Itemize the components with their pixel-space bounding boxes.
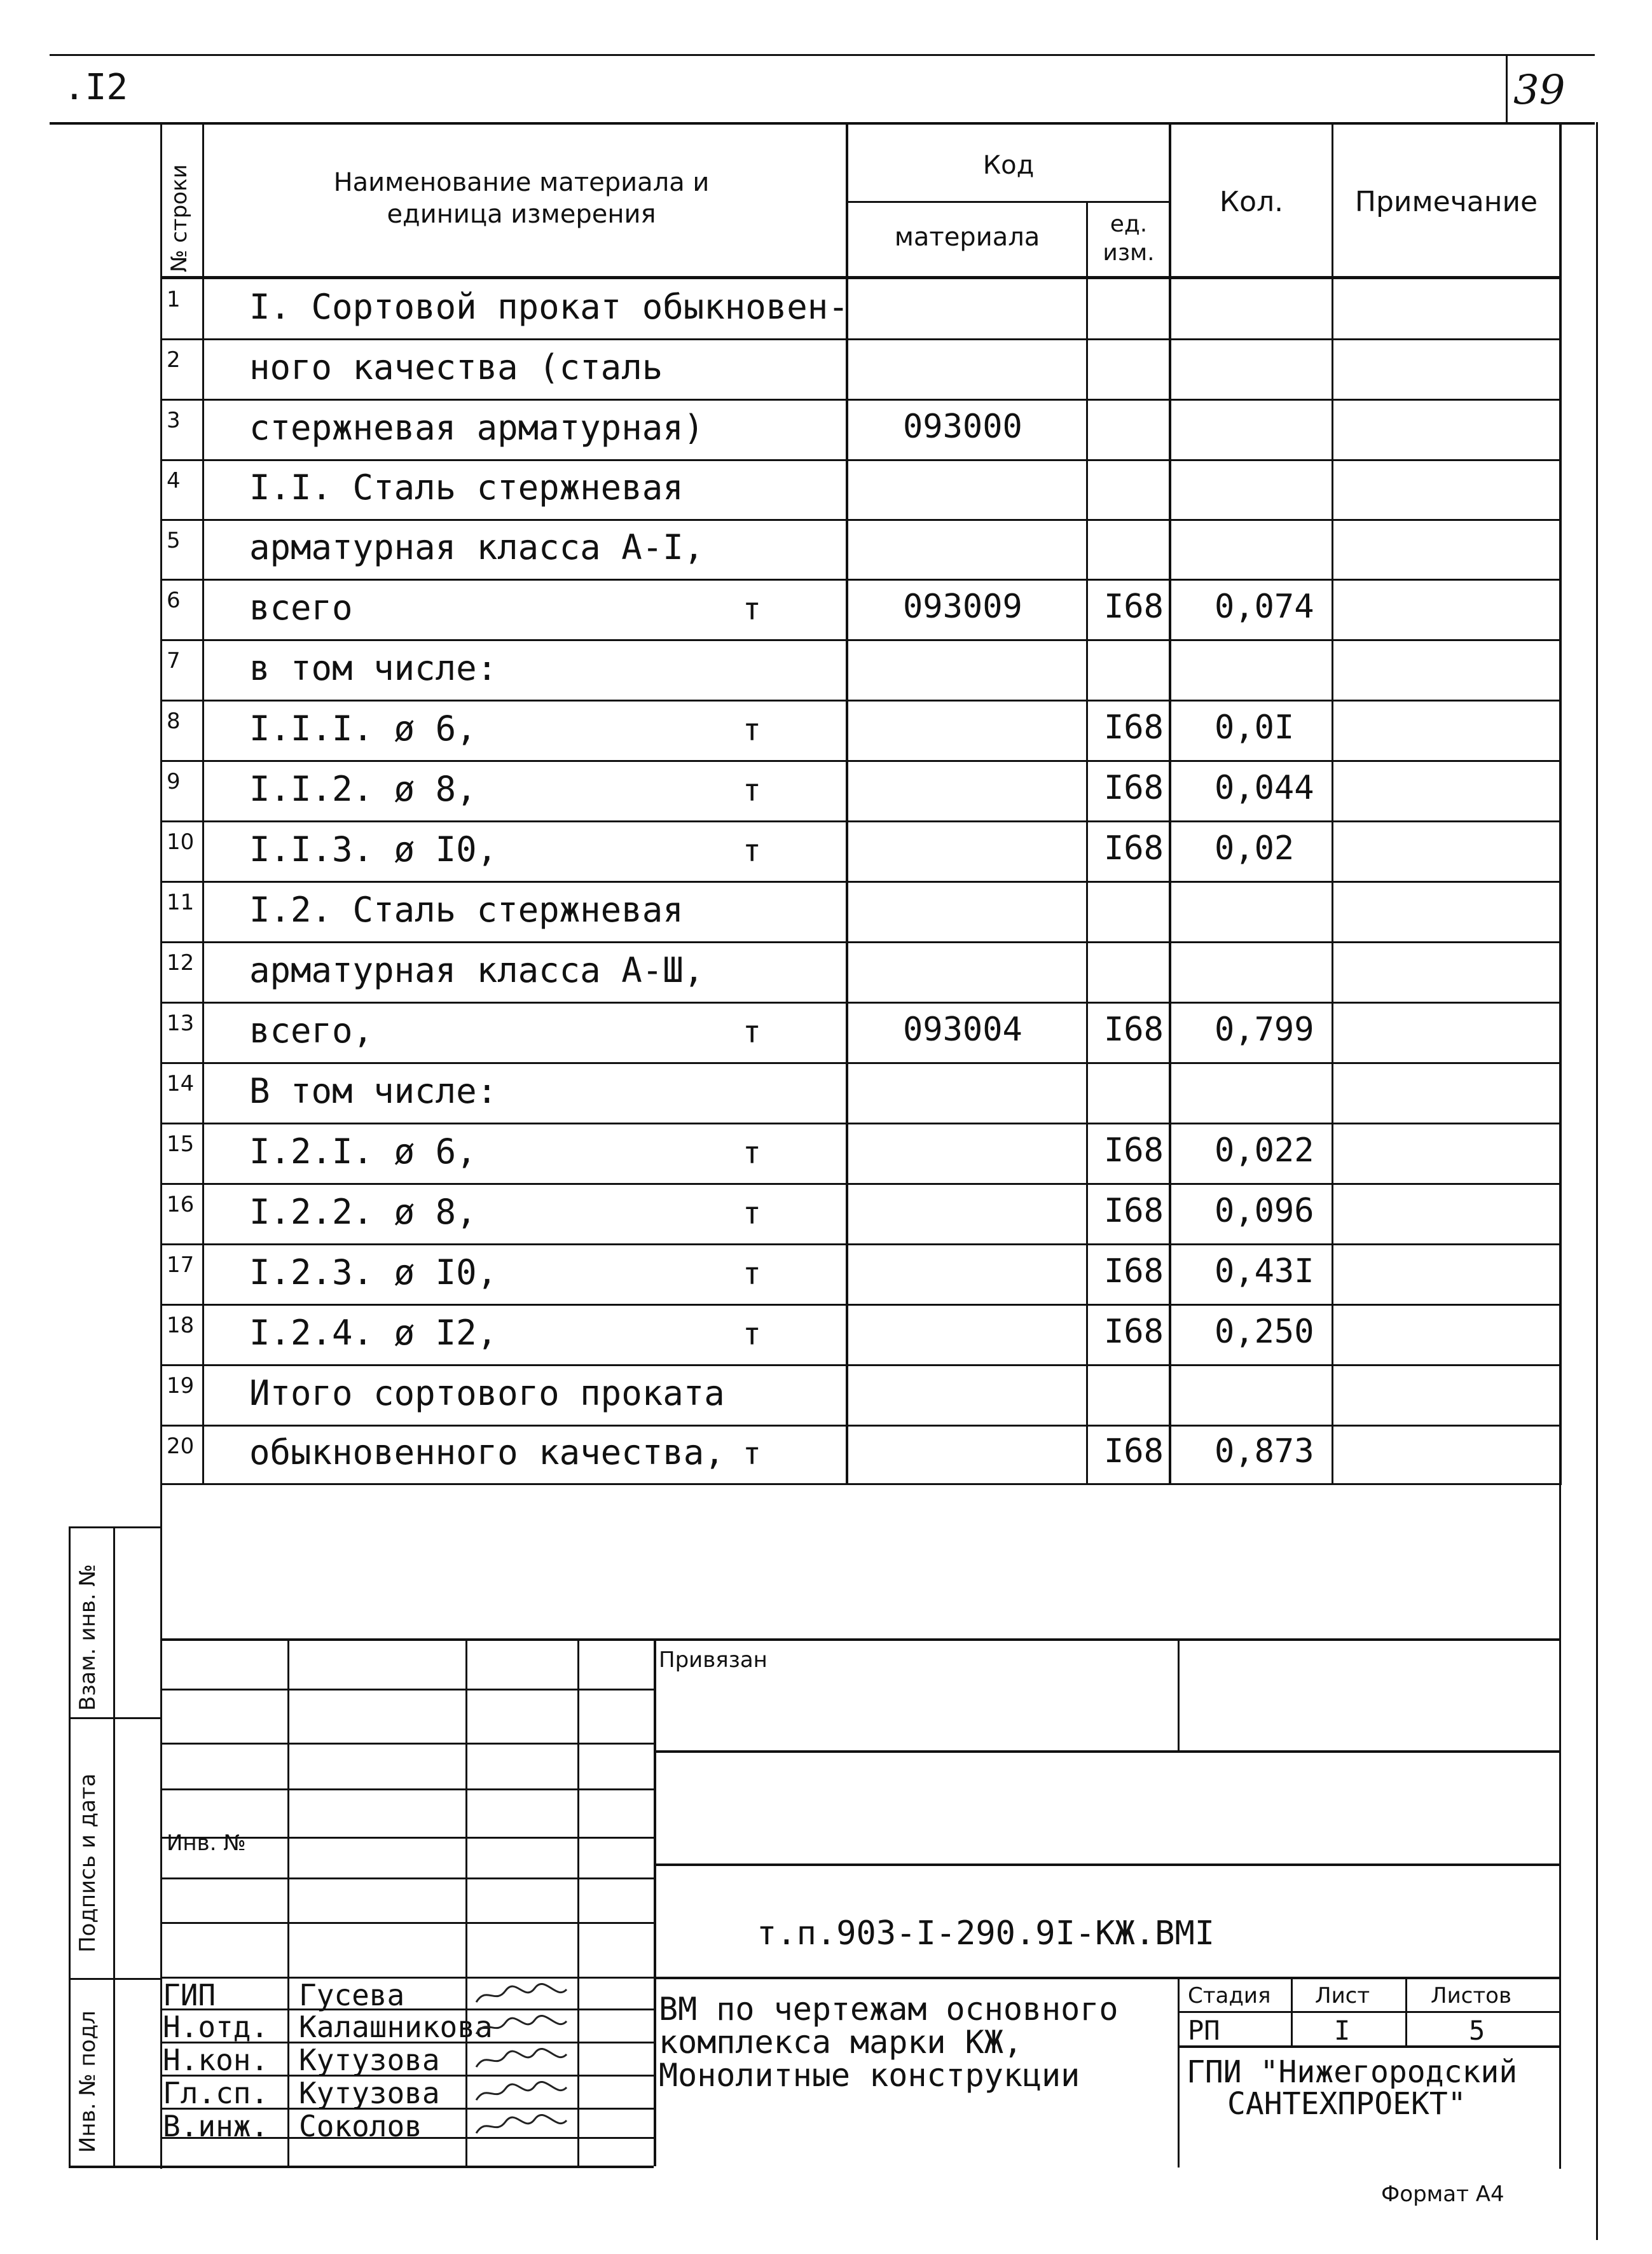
row-divider (160, 459, 1562, 461)
stamp-grid-line (160, 1743, 655, 1745)
row-code-unit: I68 (1104, 1131, 1164, 1170)
hdr-note: Примечание (1354, 186, 1538, 218)
row-code-unit: I68 (1104, 1192, 1164, 1230)
row-divider (160, 639, 1562, 641)
row-code-unit: I68 (1104, 1252, 1164, 1290)
frame-right (1596, 122, 1598, 2240)
row-unit: т (743, 1317, 761, 1352)
row-code: 093004 (903, 1011, 1022, 1049)
row-unit: т (743, 1014, 761, 1050)
signature-name: Гусева (299, 1978, 405, 2012)
hdr-name: Наименование материала и единица измерения (333, 168, 710, 229)
row-qty: 0,0I (1215, 709, 1295, 747)
row-number: 17 (167, 1252, 195, 1278)
privyazan-sep (1178, 1638, 1180, 1753)
row-qty: 0,096 (1215, 1192, 1314, 1230)
stamp-grid-line (160, 1877, 655, 1879)
privyazan-label: Привязан (659, 1647, 767, 1673)
col-sep-num (202, 122, 204, 1483)
hdr-bottom (160, 276, 1562, 279)
row-name: I.I.2. ø 8, (249, 769, 477, 809)
row-name: арматурная класса А-I, (249, 527, 705, 567)
row-code-unit: I68 (1104, 1432, 1164, 1470)
stage-h-2 (1178, 2045, 1560, 2048)
row-unit: т (743, 591, 761, 627)
row-qty: 0,074 (1215, 588, 1314, 626)
row-name: I.I. Сталь стержневая (249, 467, 684, 508)
row-code-unit: I68 (1104, 769, 1164, 807)
row-number: 7 (167, 648, 181, 674)
row-number: 15 (167, 1131, 195, 1157)
side-split-1 (69, 1717, 162, 1719)
stamp-h-1 (654, 1750, 1560, 1753)
row-number: 19 (167, 1373, 195, 1399)
page-ref: .I2 (64, 67, 128, 108)
signature-name: Кутузова (299, 2076, 440, 2110)
signature-role: Н.отд. (163, 2010, 269, 2044)
row-number: 12 (167, 950, 195, 976)
hdr-row-no: № строки (167, 164, 192, 272)
row-number: 14 (167, 1071, 195, 1096)
handwritten-signature (474, 1983, 569, 2007)
row-number: 10 (167, 829, 195, 855)
stage-value: РП (1188, 2015, 1220, 2046)
row-number: 1 (167, 287, 181, 312)
side-bottom (69, 2166, 654, 2168)
row-unit: т (743, 1196, 761, 1231)
row-code: 093009 (903, 588, 1022, 626)
inv-no-label: Инв. № (167, 1830, 246, 1856)
row-qty: 0,873 (1215, 1432, 1314, 1470)
row-number: 11 (167, 890, 195, 915)
row-name: в том числе: (249, 648, 498, 688)
row-divider (160, 760, 1562, 762)
side-top (69, 1526, 162, 1528)
row-divider (160, 881, 1562, 883)
row-name: I.I.3. ø I0, (249, 829, 498, 869)
side-col-left (69, 1526, 71, 2166)
stamp-h-3 (654, 1977, 1560, 1979)
side-label-sign-date: Подпись и дата (75, 1773, 100, 1953)
row-divider (160, 1483, 1562, 1485)
col-sep-unit (1169, 122, 1171, 1483)
row-name: стержневая арматурная) (249, 408, 705, 448)
row-divider (160, 700, 1562, 702)
row-code: 093000 (903, 408, 1022, 446)
format-label: Формат А4 (1381, 2181, 1504, 2207)
hdr-qty: Кол. (1219, 186, 1284, 218)
hdr-code-split (846, 201, 1170, 203)
row-name: всего (249, 588, 353, 628)
top-rule (50, 54, 1595, 56)
lower-blank-right (1559, 1482, 1561, 2169)
row-name: Итого сортового проката (249, 1373, 725, 1413)
row-divider (160, 1002, 1562, 1004)
top-rule-bottom (50, 122, 1595, 125)
sheet-label: Лист (1315, 1983, 1370, 2009)
sheet-number: 39 (1513, 67, 1566, 114)
row-qty: 0,43I (1215, 1252, 1314, 1290)
row-qty: 0,799 (1215, 1011, 1314, 1049)
row-divider (160, 941, 1562, 943)
sheet-number-divider (1506, 54, 1508, 124)
row-unit: т (743, 712, 761, 748)
stage-label: Стадия (1188, 1983, 1271, 2009)
org-line-1: ГПИ "Нижегородский (1187, 2054, 1518, 2090)
row-number: 4 (167, 468, 181, 494)
row-divider (160, 1183, 1562, 1185)
signature-name: Соколов (299, 2109, 422, 2143)
sheets-value: 5 (1469, 2015, 1485, 2046)
row-divider (160, 338, 1562, 340)
row-code-unit: I68 (1104, 709, 1164, 747)
org-line-2: САНТЕХПРОЕКТ" (1227, 2086, 1466, 2122)
row-divider (160, 1062, 1562, 1064)
sheets-label: Листов (1431, 1983, 1512, 2009)
row-divider (160, 1364, 1562, 1366)
sheet-value: I (1334, 2015, 1351, 2046)
row-code-unit: I68 (1104, 829, 1164, 868)
signature-name: Кутузова (299, 2043, 440, 2077)
row-name: I.I.I. ø 6, (249, 709, 477, 749)
stamp-grid-line (160, 1638, 655, 1640)
row-divider (160, 1123, 1562, 1124)
row-name: В том числе: (249, 1071, 498, 1111)
doc-title-line-2: комплекса марки КЖ, (659, 2024, 1022, 2061)
row-qty: 0,02 (1215, 829, 1295, 868)
row-name: I.2.I. ø 6, (249, 1131, 477, 1172)
row-number: 3 (167, 408, 181, 433)
handwritten-signature (474, 2114, 569, 2138)
row-name: всего, (249, 1011, 374, 1051)
signature-role: ГИП (163, 1978, 216, 2012)
row-divider (160, 519, 1562, 521)
row-number: 2 (167, 347, 181, 373)
signature-role: Н.кон. (163, 2043, 269, 2077)
handwritten-signature (474, 2015, 569, 2039)
signature-role: Гл.сп. (163, 2076, 269, 2110)
row-number: 20 (167, 1434, 195, 1459)
stamp-h-2 (654, 1863, 1560, 1866)
stamp-grid-line (160, 1977, 655, 1979)
row-number: 13 (167, 1011, 195, 1036)
col-sep-qty (1332, 122, 1333, 1483)
lower-blank-left (160, 1482, 162, 2169)
row-unit: т (743, 1135, 761, 1171)
row-unit: т (743, 833, 761, 869)
row-name: I.2. Сталь стержневая (249, 890, 684, 930)
row-code-unit: I68 (1104, 588, 1164, 626)
doc-title-line-1: ВМ по чертежам основного (659, 1991, 1119, 2028)
row-number: 5 (167, 528, 181, 553)
stamp-col-1 (287, 1638, 289, 2166)
stamp-grid-line (160, 1922, 655, 1924)
row-unit: т (743, 1256, 761, 1292)
stamp-col-2 (465, 1638, 467, 2166)
handwritten-signature (474, 2048, 569, 2072)
stage-block-left (1178, 1977, 1180, 2168)
signature-name: Калашникова (299, 2010, 493, 2044)
hdr-code: Код (982, 151, 1035, 180)
stamp-col-3 (577, 1638, 579, 2166)
row-name: I.2.2. ø 8, (249, 1192, 477, 1232)
row-number: 18 (167, 1313, 195, 1338)
row-qty: 0,250 (1215, 1313, 1314, 1351)
side-label-inv-no-podl: Инв. № подл (75, 2010, 100, 2153)
stamp-grid-line (160, 1689, 655, 1690)
doc-title-line-3: Монолитные конструкции (659, 2057, 1080, 2094)
row-unit: т (743, 1436, 761, 1472)
table-right (1559, 122, 1562, 1484)
row-divider (160, 579, 1562, 581)
row-number: 9 (167, 769, 181, 794)
row-code-unit: I68 (1104, 1011, 1164, 1049)
signature-role: В.инж. (163, 2109, 269, 2143)
row-qty: 0,044 (1215, 769, 1314, 807)
row-number: 16 (167, 1192, 195, 1217)
doc-code: т.п.903-I-290.9I-КЖ.ВМI (757, 1914, 1215, 1953)
row-unit: т (743, 773, 761, 808)
side-col-mid (113, 1526, 115, 2166)
col-sep-code (1086, 202, 1088, 1483)
row-number: 6 (167, 588, 181, 613)
side-split-2 (69, 1978, 162, 1980)
row-number: 8 (167, 709, 181, 734)
stamp-mid-sep (654, 1638, 656, 2166)
table-left (160, 122, 162, 1484)
row-name: арматурная класса А-Ш, (249, 950, 705, 990)
row-name: I.2.4. ø I2, (249, 1313, 498, 1353)
row-divider (160, 1425, 1562, 1427)
handwritten-signature (474, 2081, 569, 2105)
row-code-unit: I68 (1104, 1313, 1164, 1351)
row-name: I. Сортовой прокат обыкновен- (249, 287, 849, 327)
row-name: обыкновенного качества, (249, 1432, 725, 1472)
row-divider (160, 820, 1562, 822)
row-name: I.2.3. ø I0, (249, 1252, 498, 1292)
row-divider (160, 1304, 1562, 1306)
stamp-grid-line (160, 1788, 655, 1790)
hdr-code-material: материала (894, 223, 1040, 252)
side-label-inv-no: Взам. инв. № (75, 1564, 100, 1711)
row-qty: 0,022 (1215, 1131, 1314, 1170)
stage-h-1 (1178, 2011, 1560, 2013)
row-divider (160, 1243, 1562, 1245)
hdr-code-unit: ед. изм. (1103, 211, 1155, 266)
row-divider (160, 399, 1562, 401)
row-name: ного качества (сталь (249, 347, 663, 387)
